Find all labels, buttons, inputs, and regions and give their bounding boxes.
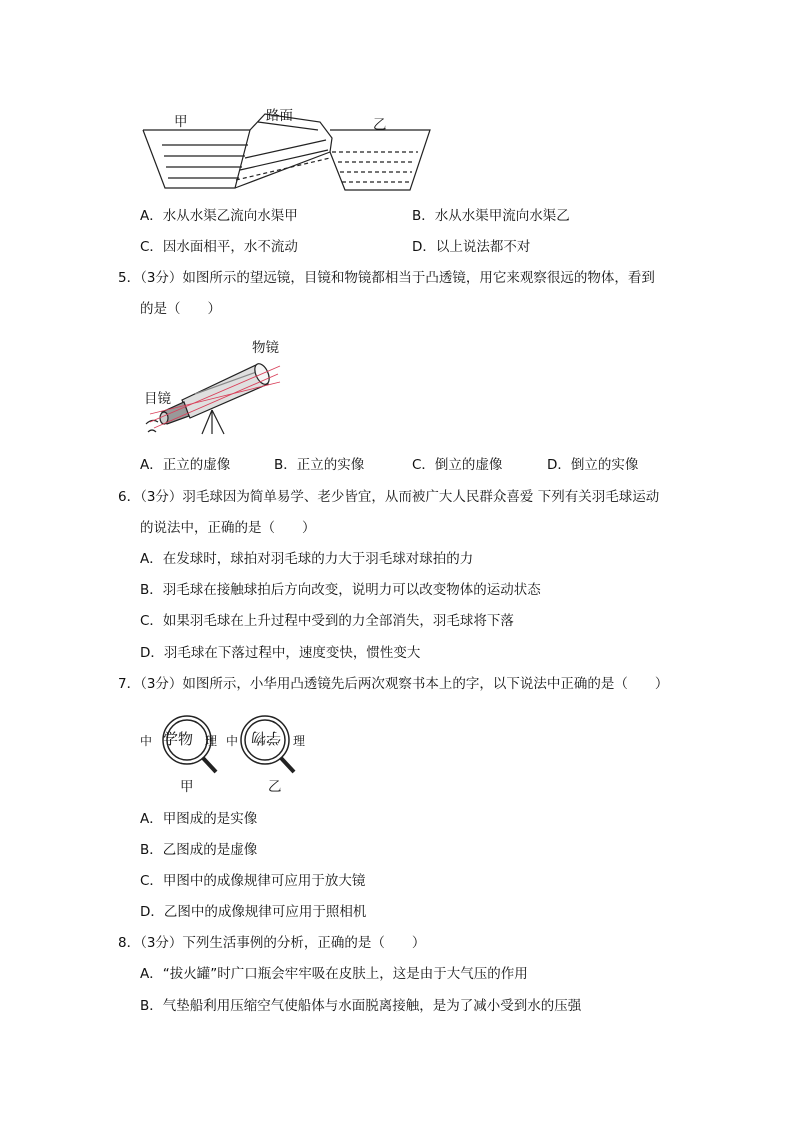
magnifier1-left-char: 中 — [140, 734, 153, 748]
magnifier2-right-char: 理 — [293, 734, 306, 748]
q5-option-a: A．正立的虚像 — [140, 457, 231, 473]
q4-option-a: A．水从水渠乙流向水渠甲 — [140, 208, 298, 224]
q6-option-d: D．羽毛球在下落过程中，速度变快，惯性变大 — [140, 645, 421, 661]
magnifier1-label: 甲 — [180, 779, 194, 795]
canal-label-jia: 甲 — [174, 114, 188, 130]
q7-option-a: A．甲图成的是实像 — [140, 811, 258, 827]
magnifier2-label: 乙 — [268, 779, 282, 795]
q6-stem-line2: 的说法中，正确的是（ ） — [140, 520, 316, 536]
q5-stem-line1: 5．（3分）如图所示的望远镜，目镜和物镜都相当于凸透镜，用它来观察很远的物体，看到 — [118, 270, 655, 286]
q7-option-d: D．乙图中的成像规律可应用于照相机 — [140, 904, 367, 920]
q8-option-b: B．气垫船利用压缩空气使船体与水面脱离接触，是为了减小受到水的压强 — [140, 998, 582, 1014]
magnifier2-lens-text: 学物 — [251, 729, 282, 747]
q5-stem-line2: 的是（ ） — [140, 301, 221, 317]
canal-label-yi: 乙 — [373, 117, 387, 133]
q8-stem: 8．（3分）下列生活事例的分析，正确的是（ ） — [118, 935, 426, 951]
q5-option-b: B．正立的实像 — [274, 457, 365, 473]
q5-option-d: D．倒立的实像 — [547, 457, 639, 473]
telescope-label-objective: 物镜 — [252, 340, 279, 356]
q4-option-c: C．因水面相平，水不流动 — [140, 239, 298, 255]
q6-option-a: A．在发球时，球拍对羽毛球的力大于羽毛球对球拍的力 — [140, 551, 474, 567]
magnifier1-right-char: 理 — [205, 734, 218, 748]
magnifier1-lens-text: 学物 — [163, 730, 194, 748]
canal-label-road: 路面 — [266, 108, 293, 124]
q7-option-b: B．乙图成的是虚像 — [140, 842, 258, 858]
q7-stem: 7．（3分）如图所示，小华用凸透镜先后两次观察书本上的字，以下说法中正确的是（ ） — [118, 676, 669, 692]
q6-stem-line1: 6．（3分）羽毛球因为简单易学、老少皆宜，从而被广大人民群众喜爱 下列有关羽毛球运动 — [118, 489, 660, 505]
q7-option-c: C．甲图中的成像规律可应用于放大镜 — [140, 873, 366, 889]
q8-option-a: A．“拔火罐”时广口瓶会牢牢吸在皮肤上，这是由于大气压的作用 — [140, 966, 528, 982]
q5-option-c: C．倒立的虚像 — [412, 457, 503, 473]
q4-option-d: D．以上说法都不对 — [412, 239, 531, 255]
q6-option-c: C．如果羽毛球在上升过程中受到的力全部消失，羽毛球将下落 — [140, 613, 514, 629]
magnifier2-left-char: 中 — [226, 734, 239, 748]
q6-option-b: B．羽毛球在接触球拍后方向改变，说明力可以改变物体的运动状态 — [140, 582, 541, 598]
telescope-label-eyepiece: 目镜 — [144, 391, 171, 407]
q4-option-b: B．水从水渠甲流向水渠乙 — [412, 208, 570, 224]
